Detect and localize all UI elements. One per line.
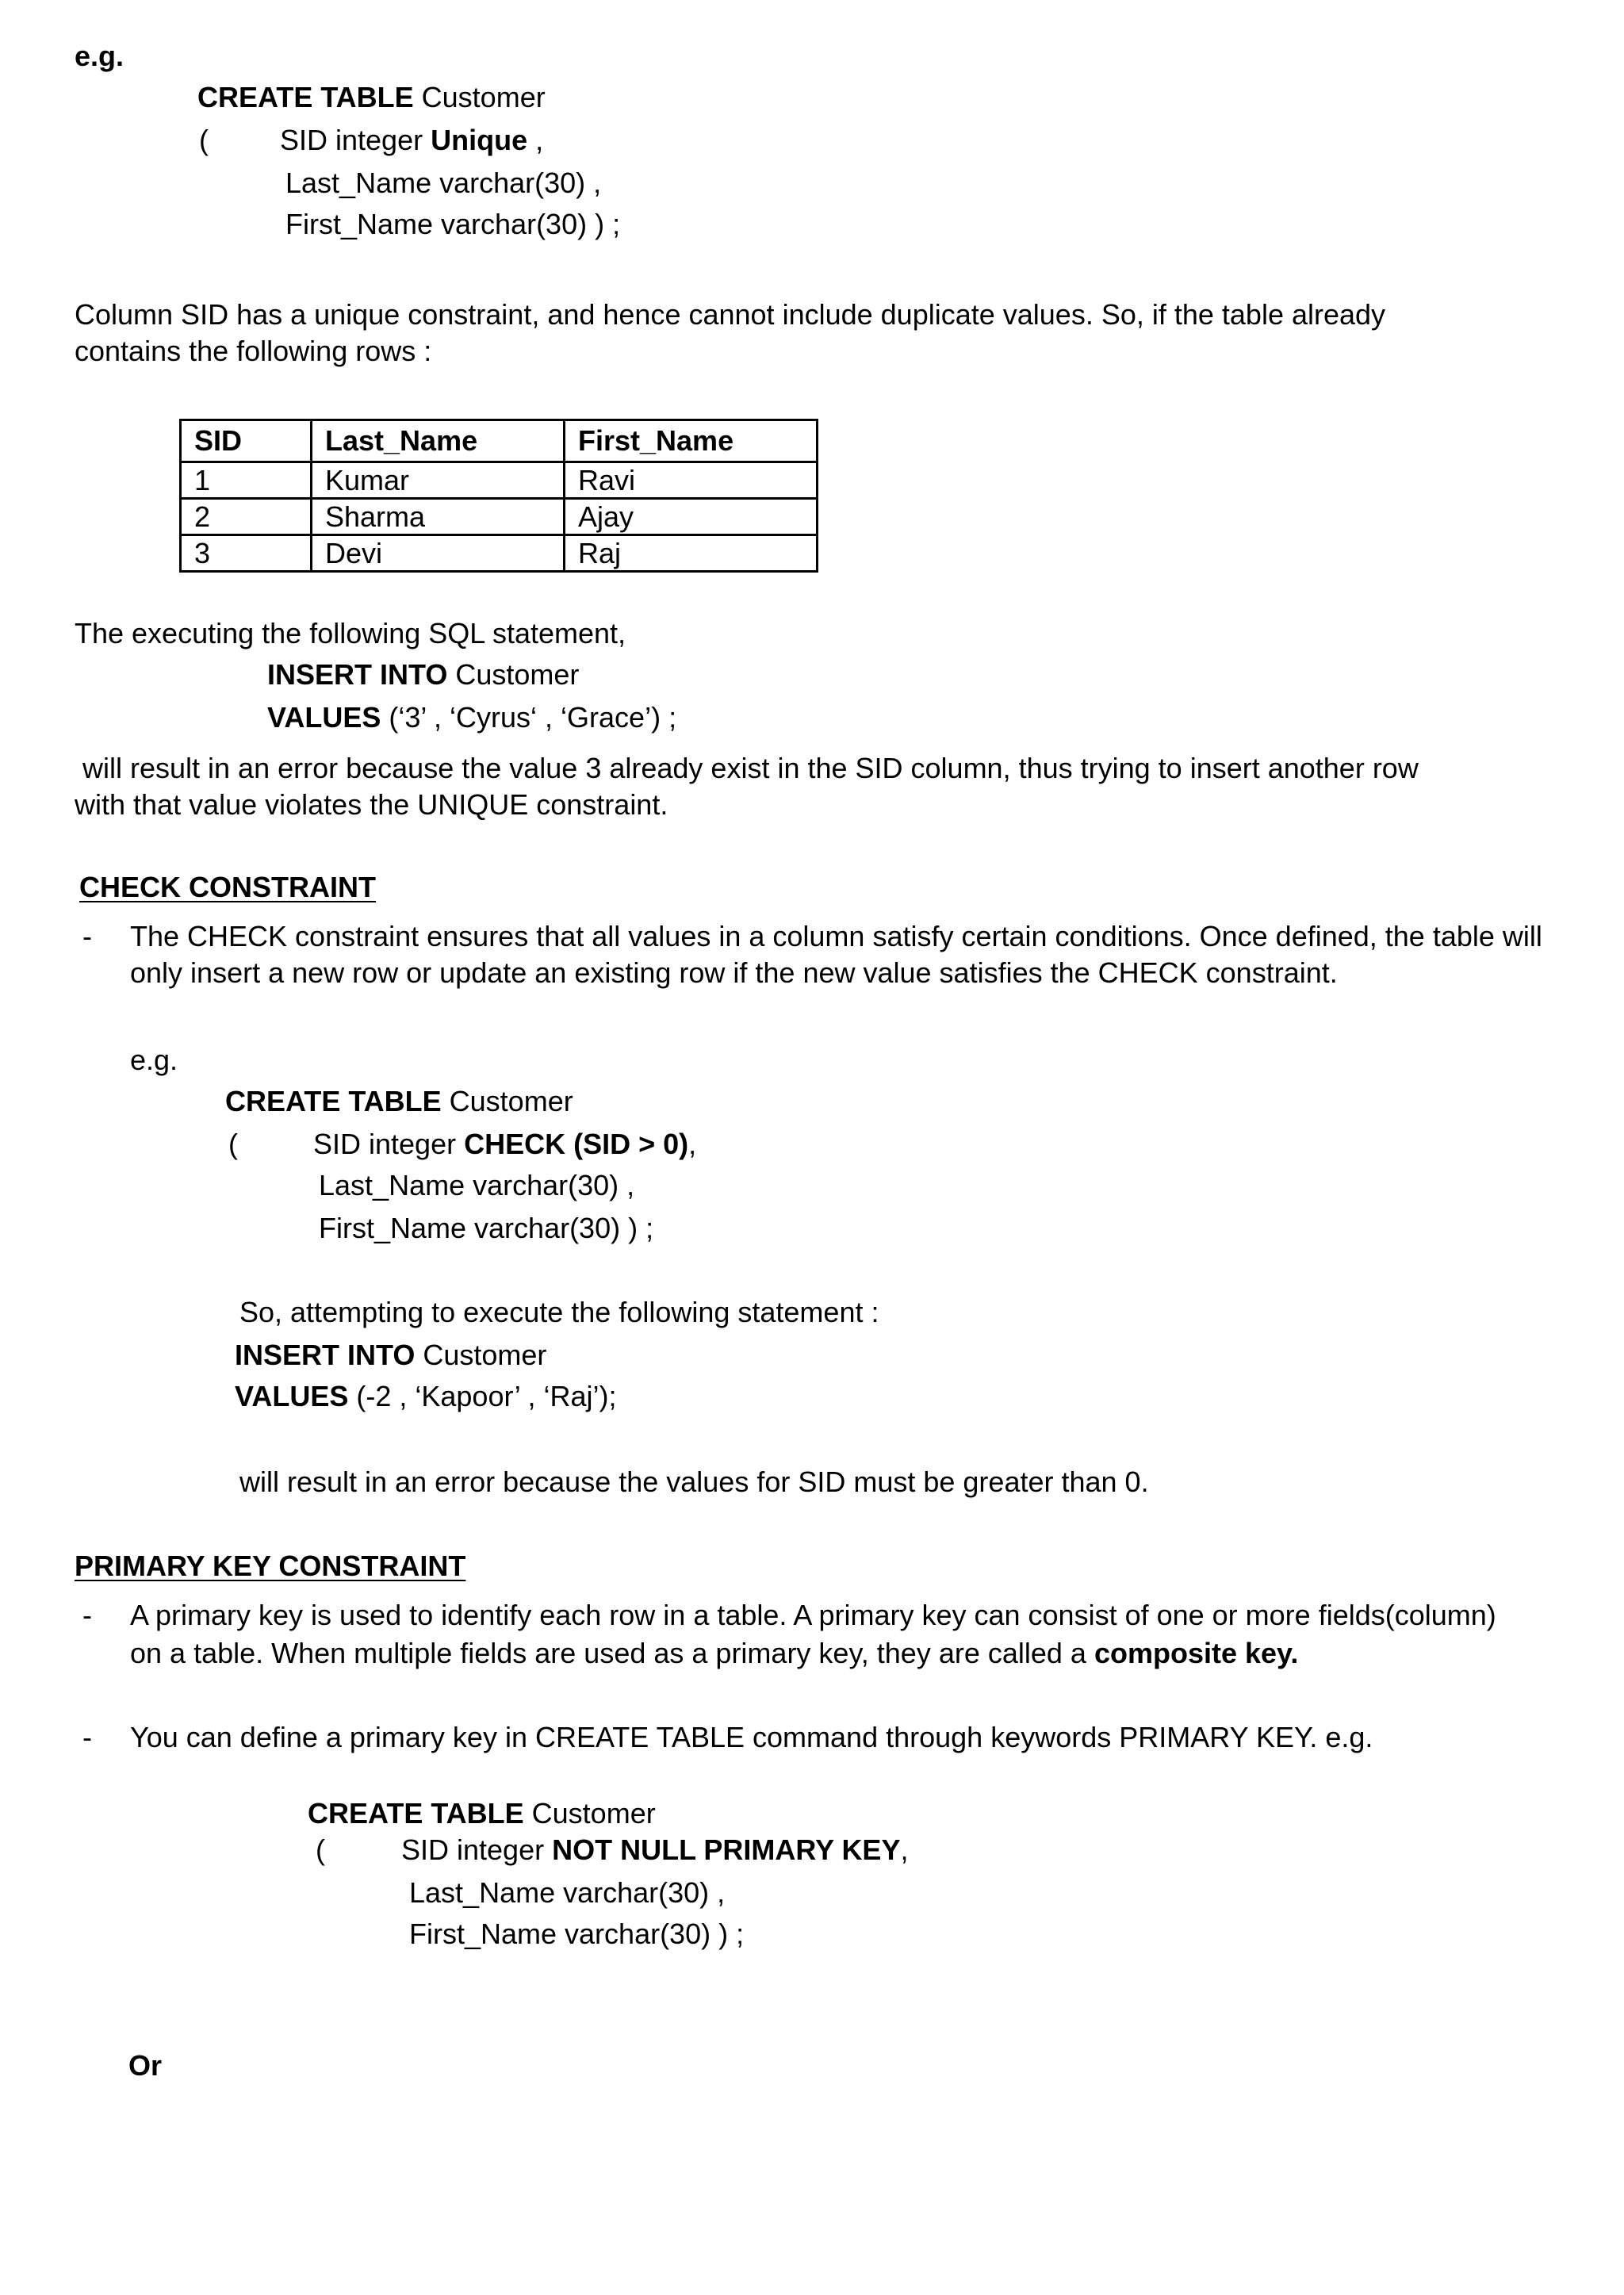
table-cell: Kumar <box>312 462 565 499</box>
eg-label-check: e.g. <box>130 1044 178 1076</box>
code-line: SID integer Unique , <box>280 124 544 156</box>
table-row <box>181 462 818 499</box>
code-line: First_Name varchar(30) ) ; <box>319 1212 654 1244</box>
table-header-last-name: Last_Name <box>312 420 565 462</box>
table-row <box>181 535 818 572</box>
table-cell: 3 <box>181 535 312 572</box>
paragraph-line: will result in an error because the values for SID must be greater than 0. <box>239 1466 1149 1498</box>
paragraph-line: A primary key is used to identify each row in a table. A primary key can consist of one or more fields(column) <box>130 1599 1496 1631</box>
code-line: CREATE TABLE Customer <box>197 81 546 113</box>
code-line: CREATE TABLE Customer <box>225 1085 573 1117</box>
paragraph-line: on a table. When multiple fields are used as a primary key, they are called a composite key. <box>130 1637 1299 1669</box>
table-cell: Sharma <box>312 499 565 535</box>
table-cell: Ajay <box>565 499 818 535</box>
paragraph-line: The CHECK constraint ensures that all values in a column satisfy certain conditions. Once defined, the table will <box>130 920 1542 952</box>
code-line: Last_Name varchar(30) , <box>409 1876 726 1909</box>
code-line: Last_Name varchar(30) , <box>319 1169 635 1201</box>
code-line: Last_Name varchar(30) , <box>285 167 602 199</box>
code-line: SID integer NOT NULL PRIMARY KEY, <box>401 1833 909 1866</box>
table-cell: Ravi <box>565 462 818 499</box>
check-constraint-heading: CHECK CONSTRAINT <box>79 871 376 903</box>
paragraph-line: The executing the following SQL statement, <box>75 617 626 649</box>
table-header-first-name: First_Name <box>565 420 818 462</box>
eg-label-top: e.g. <box>75 40 124 72</box>
bullet-dash: - <box>82 1721 92 1753</box>
paragraph-line: will result in an error because the value 3 already exist in the SID column, thus trying to insert another row <box>75 752 1419 784</box>
code-paren: ( <box>199 124 209 156</box>
code-paren: ( <box>316 1833 325 1866</box>
paragraph-line: Column SID has a unique constraint, and hence cannot include duplicate values. So, if the table already <box>75 298 1386 331</box>
table-header-row <box>181 420 818 462</box>
table-cell: Devi <box>312 535 565 572</box>
code-line: INSERT INTO Customer <box>235 1339 547 1371</box>
paragraph-line: contains the following rows : <box>75 335 432 367</box>
table-cell: Raj <box>565 535 818 572</box>
code-line: INSERT INTO Customer <box>267 658 580 691</box>
table-cell: 2 <box>181 499 312 535</box>
customer-table <box>179 419 818 573</box>
paragraph-line: with that value violates the UNIQUE constraint. <box>75 788 668 821</box>
paragraph-line: You can define a primary key in CREATE TABLE command through keywords PRIMARY KEY. e.g. <box>130 1721 1373 1753</box>
table-row <box>181 499 818 535</box>
code-line: First_Name varchar(30) ) ; <box>409 1918 745 1950</box>
primary-key-heading: PRIMARY KEY CONSTRAINT <box>75 1550 466 1582</box>
code-line: VALUES (-2 , ‘Kapoor’ , ‘Raj’); <box>235 1380 617 1412</box>
or-label: Or <box>128 2049 163 2082</box>
bullet-dash: - <box>82 1599 92 1631</box>
code-line: SID integer CHECK (SID > 0), <box>313 1128 697 1160</box>
code-paren: ( <box>228 1128 238 1160</box>
code-line: First_Name varchar(30) ) ; <box>285 208 621 240</box>
table-cell: 1 <box>181 462 312 499</box>
bullet-dash: - <box>82 920 92 952</box>
table-header-sid: SID <box>181 420 312 462</box>
code-line: CREATE TABLE Customer <box>308 1797 656 1829</box>
paragraph-line: So, attempting to execute the following statement : <box>239 1296 879 1328</box>
paragraph-line: only insert a new row or update an existing row if the new value satisfies the CHECK constraint. <box>130 956 1338 989</box>
code-line: VALUES (‘3’ , ‘Cyrus‘ , ‘Grace’) ; <box>267 701 677 734</box>
